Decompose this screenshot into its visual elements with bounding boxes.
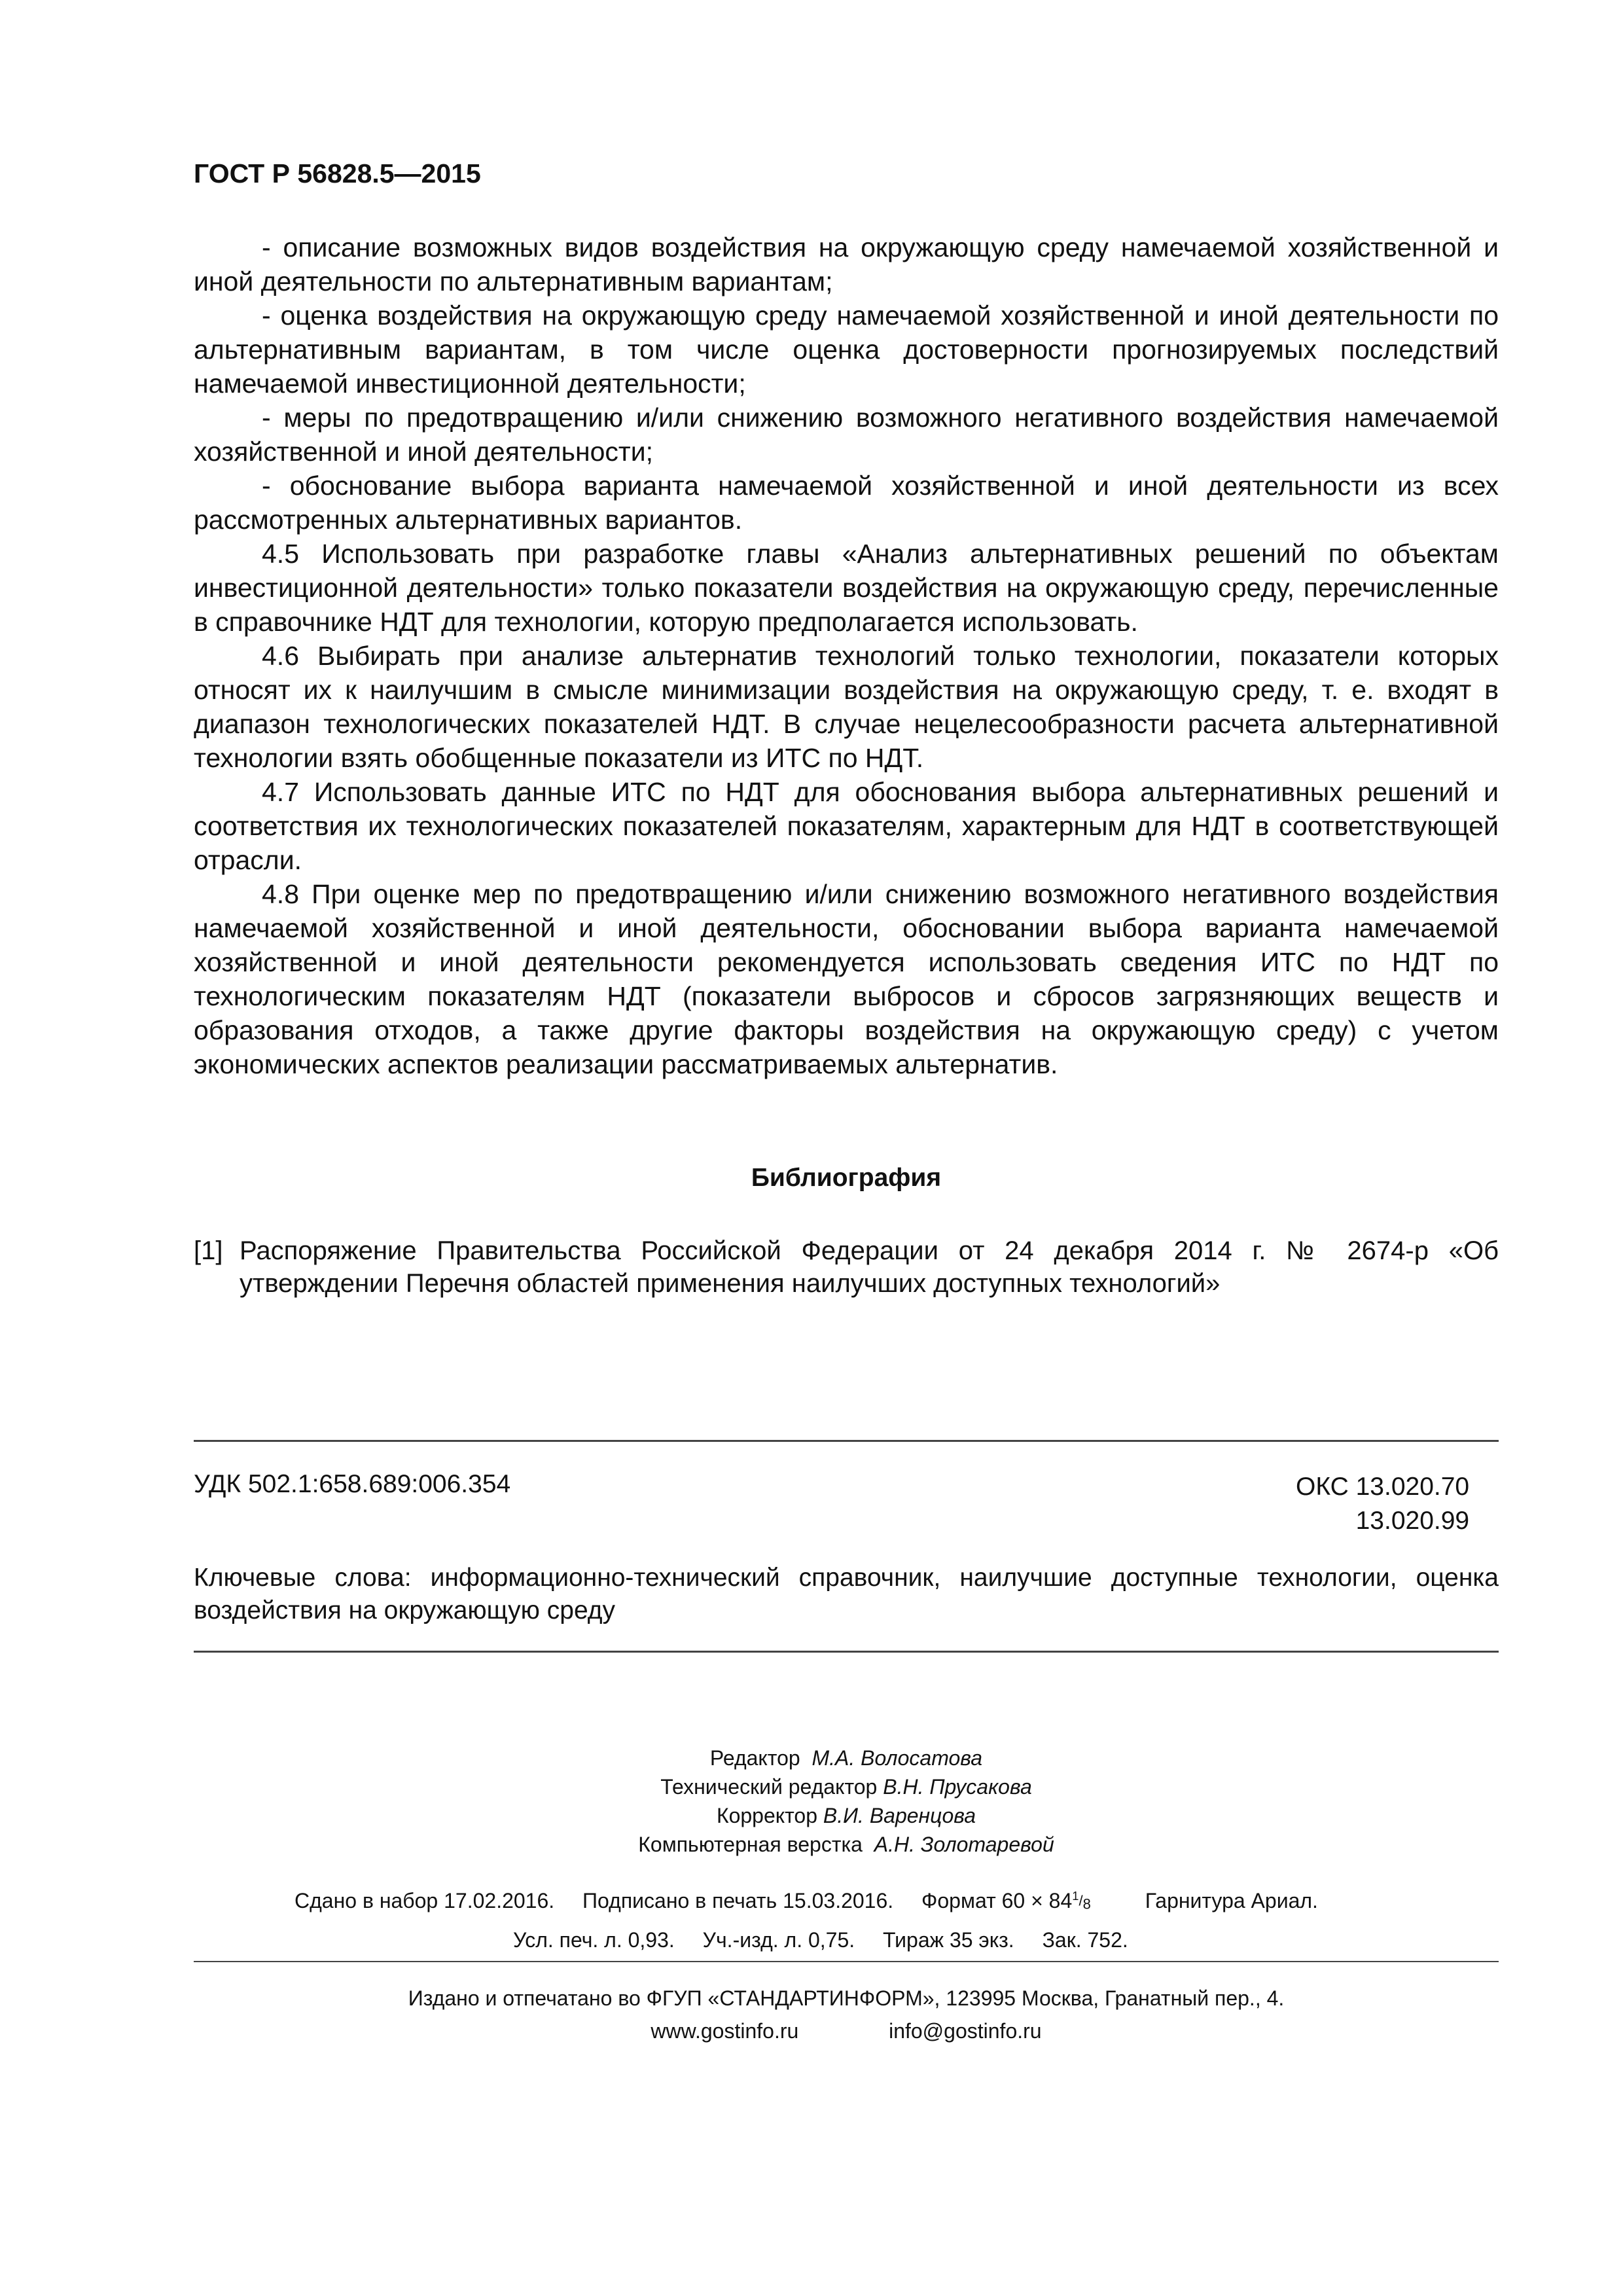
divider-top [194, 1440, 1499, 1442]
print-info-line-1 [294, 1889, 1340, 1913]
typeface: Гарнитура Ариал. [1145, 1889, 1318, 1912]
circulation: Тираж 35 экз. [883, 1928, 1014, 1952]
document-header: ГОСТ Р 56828.5—2015 [194, 158, 481, 188]
publisher-contacts [194, 2015, 1499, 2047]
paragraph: - обоснование выбора варианта намечаемой хозяйственной и иной деятельности из всех рассмотренных альтернативных вариантов. [194, 471, 1499, 535]
publisher-line: Издано и отпечатано во ФГУП «СТАНДАРТИНФОРМ», 123995 Москва, Гранатный пер., 4. [408, 1986, 1285, 2010]
publisher-website[interactable]: www.gostinfo.ru [651, 2019, 799, 2043]
paragraph: - описание возможных видов воздействия на окружающую среду намечаемой хозяйственной и иной деятельности по альтернативным вариантам; [194, 232, 1499, 296]
bibliography-heading: Библиография [751, 1164, 942, 1192]
paragraph: 4.7 Использовать данные ИТС по НДТ для обоснования выбора альтернативных решений и соответствия их технологических показателей показателям, характерным для НДТ в соответствующей отрасли. [194, 777, 1499, 875]
paragraph: - оценка воздействия на окружающую среду намечаемой хозяйственной и иной деятельности по альтернативным вариантам, в том числе оценка достоверности прогнозируемых последствий намечаемой инвестиционной деятельности; [194, 300, 1499, 399]
publisher-info [194, 1982, 1499, 2047]
credit-tech-editor: Технический редактор В.Н. Прусакова [660, 1775, 1032, 1799]
order-number: Зак. 752. [1042, 1928, 1128, 1952]
print-info-line-2 [513, 1928, 1150, 1952]
paragraph: 4.5 Использовать при разработке главы «Анализ альтернативных решений по объектам инвестиционной деятельности» только показатели воздействия на окружающую среду, перечисленные в справочнике НДТ для технологии, которую предполагается использовать. [194, 539, 1499, 637]
keywords: Ключевые слова: информационно-технический справочник, наилучшие доступные технологии, оценка воздействия на окружающую среду [194, 1564, 1499, 1624]
bibliography-item-number: [1] [194, 1236, 223, 1265]
bibliography-item [194, 1234, 1499, 1300]
main-text [194, 230, 1499, 1081]
edition-sheets: Уч.-изд. л. 0,75. [702, 1928, 855, 1952]
publisher-email[interactable]: info@gostinfo.ru [889, 2019, 1042, 2043]
oks-code-1: ОКС 13.020.70 [1296, 1473, 1470, 1501]
oks-code-2: 13.020.99 [1355, 1507, 1470, 1535]
print-sheets: Усл. печ. л. 0,93. [513, 1928, 675, 1952]
paragraph: - меры по предотвращению и/или снижению возможного негативного воздействия намечаемой хозяйственной и иной деятельности; [194, 403, 1499, 467]
paragraph: 4.8 При оценке мер по предотвращению и/или снижению возможного негативного воздействия намечаемой хозяйственной и иной деятельности, обосновании выбора варианта намечаемой хозяйственной и иной деятельности рекомендуется использовать сведения ИТС по НДТ по технологическим показателям НДТ (показатели выбросов и сбросов загрязняющих веществ и образования отходов, а также другие факторы воздействия на окружающую среду) с учетом экономических аспектов реализации рассматриваемых альтернатив. [194, 879, 1499, 1079]
format: Формат $60 \times 84^1/_8$ [921, 1889, 1091, 1912]
credit-layout: Компьютерная верстка А.Н. Золотаревой [638, 1833, 1054, 1856]
credit-editor: Редактор М.А. Волосатова [709, 1746, 983, 1770]
submitted-date: Сдано в набор 17.02.2016. [294, 1889, 555, 1912]
paragraph: 4.6 Выбирать при анализе альтернатив технологий только технологии, показатели которых относят их к наилучшим в смысле минимизации воздействия на окружающую среду, т. е. входят в диапазон технологических показателей НДТ. В случае нецелесообразности расчета альтернативной технологии взять обобщенные показатели из ИТС по НДТ. [194, 641, 1499, 773]
credit-corrector: Корректор В.И. Варенцова [716, 1804, 976, 1827]
signed-date: Подписано в печать 15.03.2016. [582, 1889, 894, 1912]
oks-codes [1296, 1470, 1469, 1538]
divider-middle [194, 1651, 1499, 1653]
bibliography-list [194, 1234, 1499, 1300]
udk-code: УДК 502.1:658.689:006.354 [194, 1470, 511, 1498]
bibliography-item-text: Распоряжение Правительства Российской Федерации от 24 декабря 2014 г. № 2674-р «Об утверждении Перечня областей применения наилучших доступных технологий» [240, 1236, 1499, 1298]
divider-bottom [194, 1961, 1499, 1962]
credits [194, 1744, 1499, 1859]
